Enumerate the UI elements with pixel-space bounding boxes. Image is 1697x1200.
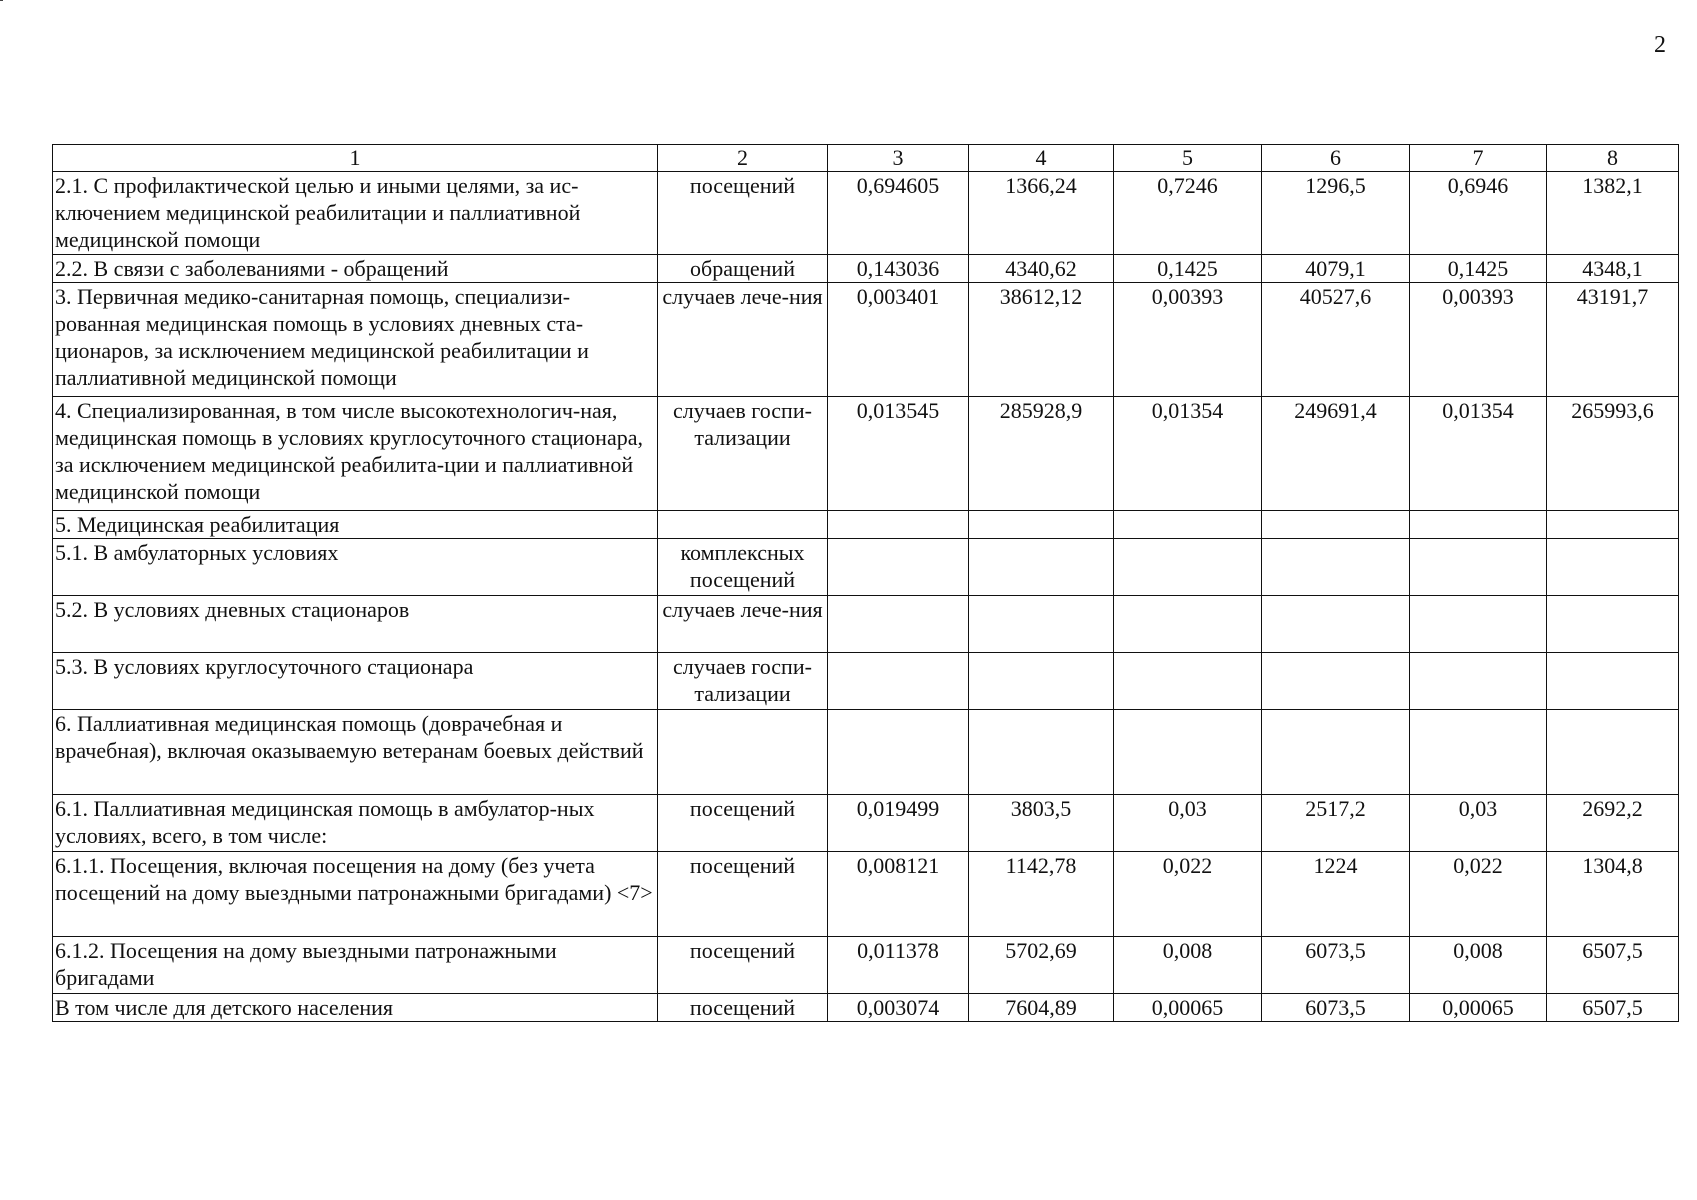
- table-row: [53, 255, 1679, 283]
- value-col-5: 0,008: [1114, 937, 1262, 994]
- value-col-5: [1114, 511, 1262, 539]
- value-col-7: [1410, 710, 1547, 795]
- value-col-7: [1410, 653, 1547, 710]
- column-header: 1: [53, 145, 658, 172]
- value-col-6: [1262, 539, 1410, 596]
- value-col-6: 249691,4: [1262, 397, 1410, 511]
- value-col-8: [1547, 511, 1679, 539]
- row-description: 6.1.1. Посещения, включая посещения на дому (без учета посещений на дому выездными патронажными бригадами) <7>: [53, 852, 658, 937]
- value-col-4: [969, 596, 1114, 653]
- value-col-5: 0,7246: [1114, 172, 1262, 255]
- row-description: 2.1. С профилактической целью и иными целями, за ис-ключением медицинской реабилитации и паллиативной медицинской помощи: [53, 172, 658, 255]
- row-unit: посещений: [658, 994, 828, 1022]
- value-col-3: 0,013545: [828, 397, 969, 511]
- row-unit: посещений: [658, 937, 828, 994]
- value-col-3: 0,143036: [828, 255, 969, 283]
- value-col-8: [1547, 539, 1679, 596]
- value-col-3: 0,694605: [828, 172, 969, 255]
- value-col-6: 1224: [1262, 852, 1410, 937]
- value-col-5: 0,01354: [1114, 397, 1262, 511]
- row-description: 5. Медицинская реабилитация: [53, 511, 658, 539]
- value-col-6: 6073,5: [1262, 937, 1410, 994]
- row-unit: случаев лече-ния: [658, 283, 828, 397]
- value-col-7: [1410, 596, 1547, 653]
- value-col-4: [969, 511, 1114, 539]
- value-col-7: 0,008: [1410, 937, 1547, 994]
- row-unit: [658, 511, 828, 539]
- row-unit: [658, 710, 828, 795]
- value-col-3: 0,008121: [828, 852, 969, 937]
- row-unit: обращений: [658, 255, 828, 283]
- value-col-3: [828, 539, 969, 596]
- value-col-8: 1304,8: [1547, 852, 1679, 937]
- table-row: [53, 511, 1679, 539]
- column-header: 8: [1547, 145, 1679, 172]
- value-col-6: 1296,5: [1262, 172, 1410, 255]
- value-col-4: 7604,89: [969, 994, 1114, 1022]
- value-col-4: 4340,62: [969, 255, 1114, 283]
- row-unit: посещений: [658, 852, 828, 937]
- table-row: [53, 710, 1679, 795]
- value-col-5: [1114, 539, 1262, 596]
- value-col-7: 0,00393: [1410, 283, 1547, 397]
- value-col-7: 0,01354: [1410, 397, 1547, 511]
- row-unit: случаев лече-ния: [658, 596, 828, 653]
- value-col-6: 6073,5: [1262, 994, 1410, 1022]
- data-table: [52, 144, 1679, 1022]
- value-col-5: 0,1425: [1114, 255, 1262, 283]
- value-col-8: 43191,7: [1547, 283, 1679, 397]
- value-col-6: 2517,2: [1262, 795, 1410, 852]
- value-col-8: 6507,5: [1547, 937, 1679, 994]
- value-col-5: [1114, 710, 1262, 795]
- value-col-4: [969, 710, 1114, 795]
- header-row: [53, 145, 1679, 172]
- value-col-4: 285928,9: [969, 397, 1114, 511]
- row-description: 4. Специализированная, в том числе высокотехнологич-ная, медицинская помощь в условиях круглосуточного стационара, за исключением медицинской реабилита-ции и паллиативной медицинской помощи: [53, 397, 658, 511]
- page-number: 2: [1654, 32, 1666, 58]
- value-col-4: 1142,78: [969, 852, 1114, 937]
- column-header: 4: [969, 145, 1114, 172]
- value-col-8: 265993,6: [1547, 397, 1679, 511]
- value-col-3: [828, 710, 969, 795]
- value-col-6: [1262, 710, 1410, 795]
- value-col-5: 0,00393: [1114, 283, 1262, 397]
- value-col-6: [1262, 511, 1410, 539]
- value-col-4: 5702,69: [969, 937, 1114, 994]
- table-row: [53, 397, 1679, 511]
- value-col-5: 0,022: [1114, 852, 1262, 937]
- value-col-7: 0,00065: [1410, 994, 1547, 1022]
- row-description: 5.1. В амбулаторных условиях: [53, 539, 658, 596]
- value-col-5: [1114, 653, 1262, 710]
- value-col-5: 0,00065: [1114, 994, 1262, 1022]
- row-unit: случаев госпи-тализации: [658, 397, 828, 511]
- value-col-4: 1366,24: [969, 172, 1114, 255]
- row-unit: посещений: [658, 172, 828, 255]
- column-header: 7: [1410, 145, 1547, 172]
- table-row: [53, 994, 1679, 1022]
- value-col-8: [1547, 653, 1679, 710]
- value-col-7: [1410, 539, 1547, 596]
- value-col-4: 38612,12: [969, 283, 1114, 397]
- value-col-6: 4079,1: [1262, 255, 1410, 283]
- value-col-3: 0,003401: [828, 283, 969, 397]
- value-col-6: [1262, 653, 1410, 710]
- value-col-3: 0,011378: [828, 937, 969, 994]
- value-col-7: 0,1425: [1410, 255, 1547, 283]
- table-row: [53, 653, 1679, 710]
- value-col-3: [828, 653, 969, 710]
- value-col-7: [1410, 511, 1547, 539]
- value-col-4: [969, 653, 1114, 710]
- value-col-3: 0,003074: [828, 994, 969, 1022]
- table-row: [53, 795, 1679, 852]
- row-description: В том числе для детского населения: [53, 994, 658, 1022]
- row-description: 5.2. В условиях дневных стационаров: [53, 596, 658, 653]
- table-row: [53, 596, 1679, 653]
- table-row: [53, 937, 1679, 994]
- value-col-8: [1547, 596, 1679, 653]
- table-row: [53, 283, 1679, 397]
- table-row: [53, 852, 1679, 937]
- column-header: 2: [658, 145, 828, 172]
- value-col-5: [1114, 596, 1262, 653]
- row-description: 6.1.2. Посещения на дому выездными патронажными бригадами: [53, 937, 658, 994]
- row-description: 5.3. В условиях круглосуточного стационара: [53, 653, 658, 710]
- value-col-3: [828, 596, 969, 653]
- value-col-7: 0,6946: [1410, 172, 1547, 255]
- scan-edge-mark: [0, 0, 3, 1]
- value-col-8: 2692,2: [1547, 795, 1679, 852]
- row-description: 6. Паллиативная медицинская помощь (доврачебная и врачебная), включая оказываемую ветеранам боевых действий: [53, 710, 658, 795]
- row-description: 2.2. В связи с заболеваниями - обращений: [53, 255, 658, 283]
- value-col-3: 0,019499: [828, 795, 969, 852]
- value-col-7: 0,03: [1410, 795, 1547, 852]
- row-description: 3. Первичная медико-санитарная помощь, специализи-рованная медицинская помощь в условиях дневных ста-ционаров, за исключением медицинской реабилитации и паллиативной медицинской помощи: [53, 283, 658, 397]
- table-row: [53, 539, 1679, 596]
- value-col-6: 40527,6: [1262, 283, 1410, 397]
- value-col-4: [969, 539, 1114, 596]
- value-col-8: [1547, 710, 1679, 795]
- value-col-7: 0,022: [1410, 852, 1547, 937]
- row-description: 6.1. Паллиативная медицинская помощь в амбулатор-ных условиях, всего, в том числе:: [53, 795, 658, 852]
- value-col-8: 6507,5: [1547, 994, 1679, 1022]
- value-col-3: [828, 511, 969, 539]
- value-col-6: [1262, 596, 1410, 653]
- value-col-4: 3803,5: [969, 795, 1114, 852]
- row-unit: посещений: [658, 795, 828, 852]
- column-header: 3: [828, 145, 969, 172]
- table-body: [53, 172, 1679, 1022]
- value-col-8: 1382,1: [1547, 172, 1679, 255]
- value-col-5: 0,03: [1114, 795, 1262, 852]
- column-header: 5: [1114, 145, 1262, 172]
- column-header: 6: [1262, 145, 1410, 172]
- table-row: [53, 172, 1679, 255]
- row-unit: комплексных посещений: [658, 539, 828, 596]
- row-unit: случаев госпи-тализации: [658, 653, 828, 710]
- value-col-8: 4348,1: [1547, 255, 1679, 283]
